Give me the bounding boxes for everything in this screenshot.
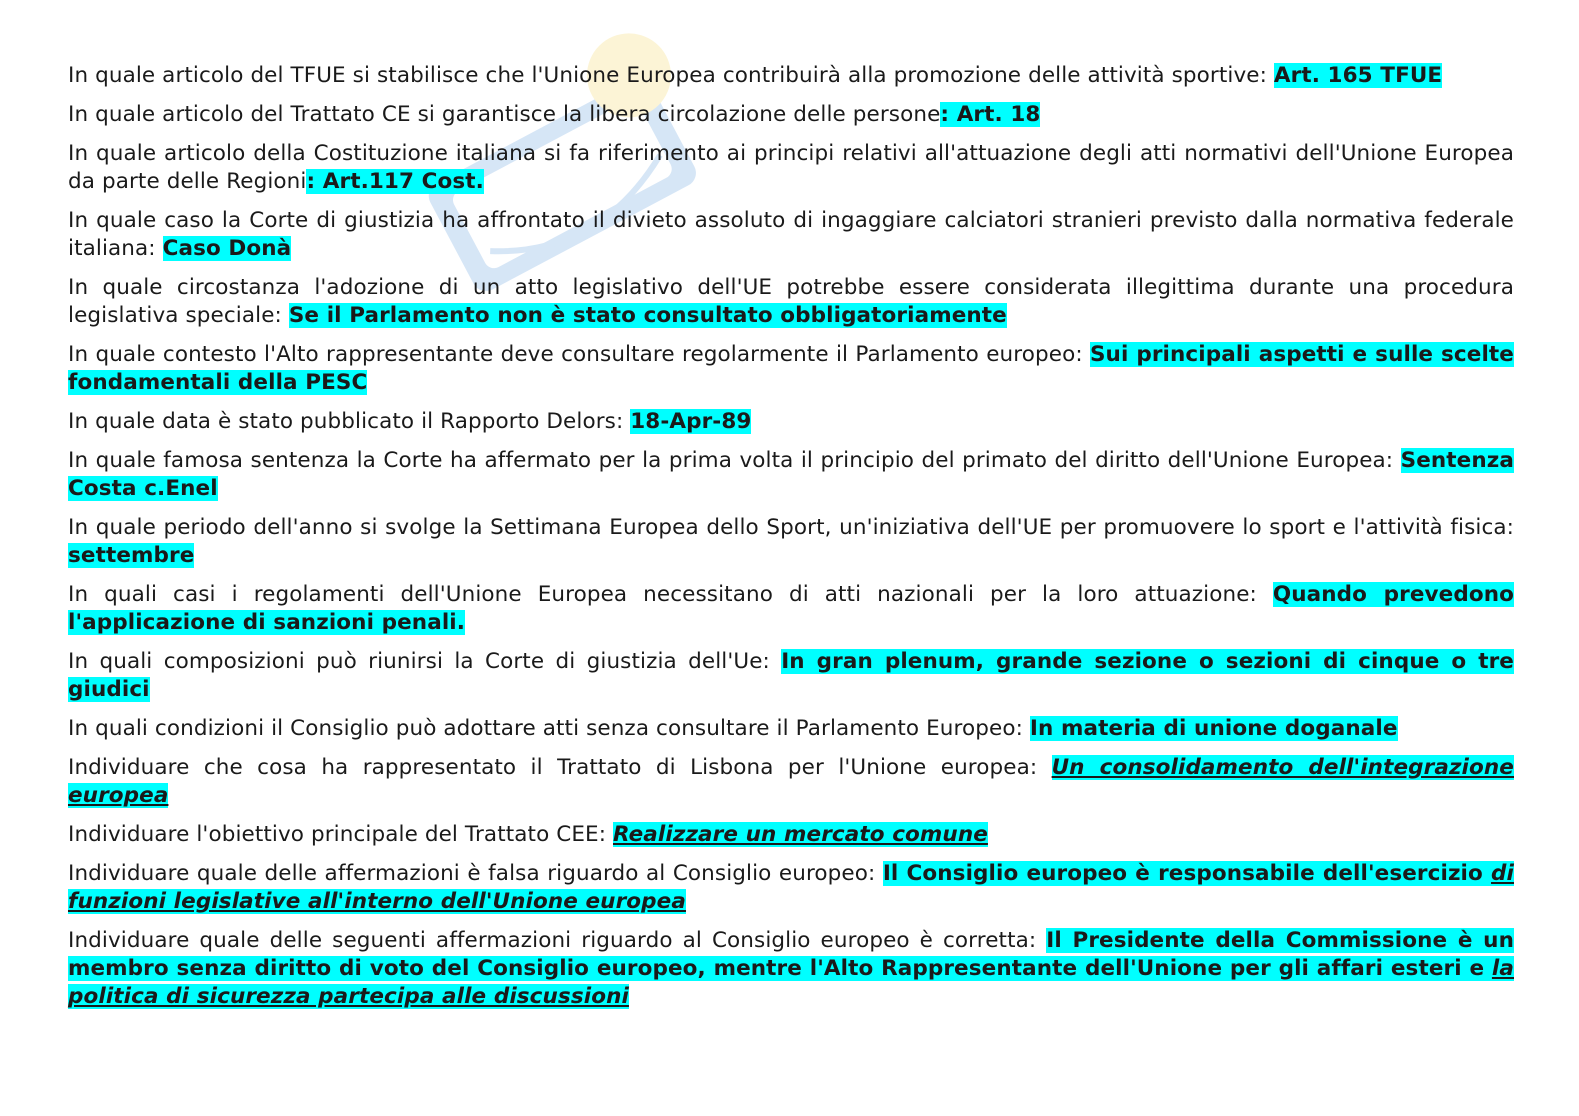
question-text: Individuare quale delle seguenti affermazioni riguardo al Consiglio europeo è corretta: (68, 928, 1047, 953)
qa-item (68, 408, 1514, 436)
answer-highlight: In materia di unione doganale (1029, 716, 1398, 741)
answer-highlight-emphasis: la politica di sicurezza partecipa alle discussioni (68, 956, 1514, 1009)
answer-highlight: Caso Donà (162, 236, 292, 261)
question-text: In quali composizioni può riunirsi la Corte di giustizia dell'Ue: (68, 649, 782, 674)
qa-item (68, 62, 1514, 90)
answer-highlight: Un consolidamento dell'integrazione europea (68, 755, 1514, 808)
qa-item (68, 274, 1514, 330)
qa-item (68, 101, 1514, 129)
question-text: In quali condizioni il Consiglio può adottare atti senza consultare il Parlamento Europeo: (68, 716, 1030, 741)
question-text: In quale famosa sentenza la Corte ha affermato per la prima volta il principio del primato del diritto dell'Unione Europea: (68, 448, 1401, 473)
question-text: In quali casi i regolamenti dell'Unione Europea necessitano di atti nazionali per la loro attuazione: (68, 582, 1273, 607)
document-body (68, 62, 1514, 1022)
answer-highlight: Il Presidente della Commissione è un membro senza diritto di voto del Consiglio europeo, mentre l'Alto Rappresentante dell'Unione per gli affari esteri e (68, 928, 1514, 981)
answer-highlight: Realizzare un mercato comune (613, 822, 988, 847)
qa-item (68, 447, 1514, 503)
answer-highlight: Sentenza Costa c.Enel (68, 448, 1514, 501)
question-text: In quale caso la Corte di giustizia ha affrontato il divieto assoluto di ingaggiare calciatori stranieri previsto dalla normativa federale italiana: (68, 208, 1514, 261)
qa-item (68, 514, 1514, 570)
question-text: Individuare che cosa ha rappresentato il Trattato di Lisbona per l'Unione europea: (68, 755, 1052, 780)
qa-item (68, 207, 1514, 263)
question-text: Individuare l'obiettivo principale del Trattato CEE: (68, 822, 614, 847)
answer-highlight: Quando prevedono l'applicazione di sanzioni penali. (68, 582, 1514, 635)
qa-item (68, 140, 1514, 196)
qa-item (68, 754, 1514, 810)
answer-highlight: : Art.117 Cost. (306, 169, 484, 194)
qa-item (68, 341, 1514, 397)
qa-item (68, 715, 1514, 743)
question-text: In quale articolo del TFUE si stabilisce che l'Unione Europea contribuirà alla promozione delle attività sportive: (68, 63, 1274, 88)
answer-highlight: Art. 165 TFUE (1273, 63, 1443, 88)
qa-item (68, 581, 1514, 637)
question-text: In quale circostanza l'adozione di un atto legislativo dell'UE potrebbe essere considerata illegittima durante una procedura legislativa speciale: (68, 275, 1514, 328)
answer-highlight: Sui principali aspetti e sulle scelte fondamentali della PESC (68, 342, 1514, 395)
qa-item (68, 860, 1514, 916)
qa-item (68, 821, 1514, 849)
answer-highlight: In gran plenum, grande sezione o sezioni di cinque o tre giudici (68, 649, 1514, 702)
question-text: In quale articolo del Trattato CE si garantisce la libera circolazione delle persone (68, 102, 941, 127)
answer-highlight: Se il Parlamento non è stato consultato obbligatoriamente (288, 303, 1007, 328)
qa-item (68, 648, 1514, 704)
answer-highlight: 18-Apr-89 (630, 409, 752, 434)
answer-highlight: : Art. 18 (940, 102, 1041, 127)
question-text: In quale contesto l'Alto rappresentante deve consultare regolarmente il Parlamento europeo: (68, 342, 1090, 367)
question-text: In quale data è stato pubblicato il Rapporto Delors: (68, 409, 631, 434)
question-text: In quale articolo della Costituzione italiana si fa riferimento ai principi relativi all'attuazione degli atti normativi dell'Unione Europea da parte delle Regioni (68, 141, 1514, 194)
answer-highlight: Il Consiglio europeo è responsabile dell'esercizio (882, 861, 1492, 886)
answer-highlight-emphasis: di funzioni legislative all'interno dell'Unione europea (68, 861, 1514, 914)
question-text: In quale periodo dell'anno si svolge la Settimana Europea dello Sport, un'iniziativa dell'UE per promuovere lo sport e l'attività fisica: (68, 515, 1514, 540)
qa-item (68, 927, 1514, 1011)
answer-highlight: settembre (68, 543, 195, 568)
question-text: Individuare quale delle affermazioni è falsa riguardo al Consiglio europeo: (68, 861, 883, 886)
